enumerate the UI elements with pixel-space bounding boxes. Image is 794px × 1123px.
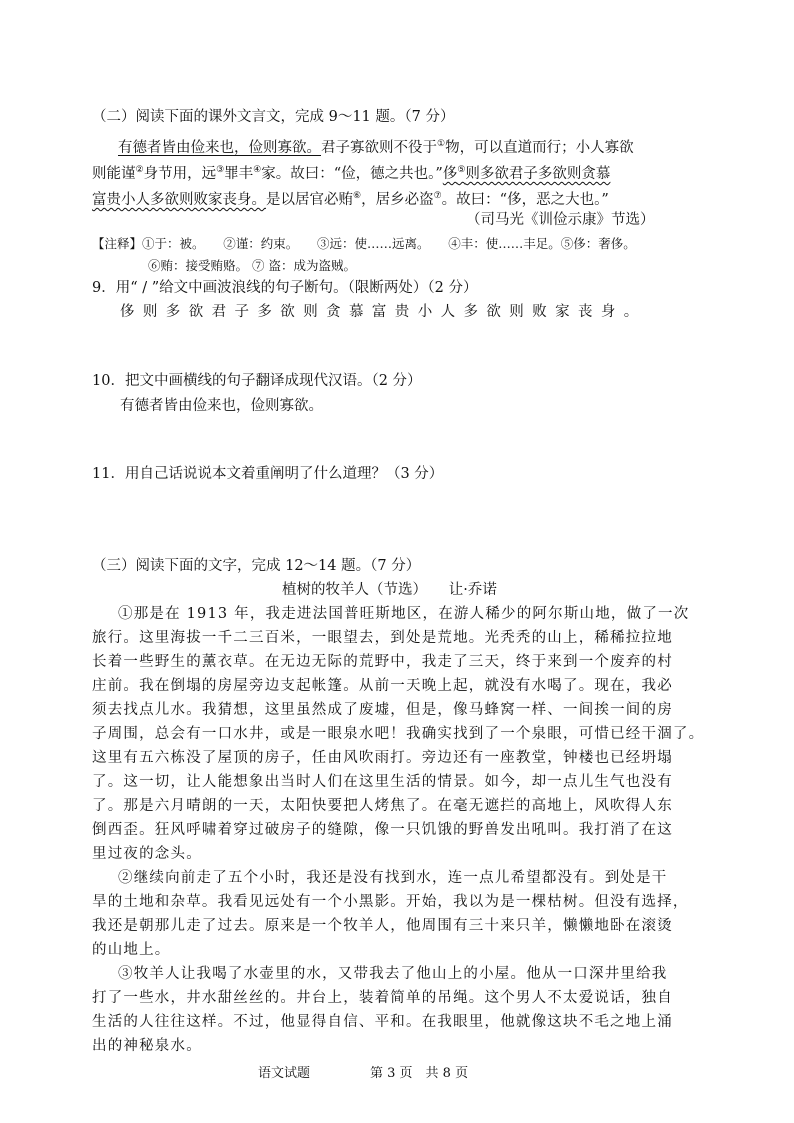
article-line: 生活的人往往这样。不过，他显得自信、平和。在我眼里，他就像这块不毛之地上涌 [92,1014,673,1030]
passage-line-2 [92,160,610,184]
footer-page-number: 第 3 页 共 8 页 [370,1066,469,1081]
question-9-prompt: 9．用“ / ”给文中画波浪线的句子断句。（限断两处）（2 分） [92,280,478,296]
article-line: 了。这一切，让人能想象出当时人们在这里生活的情景。如今，却一点儿生气也没有 [92,774,673,790]
section-heading-2: （二）阅读下面的课外文言文，完成 9～11 题。（7 分） [92,109,455,125]
passage-text: 则多欲君子多欲则贪慕 [465,165,611,182]
question-10-prompt: 10．把文中画横线的句子翻译成现代汉语。（2 分） [92,373,422,389]
article-line: ①那是在 1913 年，我走进法国普旺斯地区，在游人稀少的阿尔斯山地，做了一次 [118,606,690,622]
passage-text: 侈 [442,165,458,182]
passage-line-3 [92,186,609,210]
passage-line-1 [118,134,634,158]
question-11-prompt: 11．用自己话说说本文着重阐明了什么道理？（3 分） [92,466,444,482]
article-line: 打了一些水，井水甜丝丝的。井台上，装着简单的吊绳。这个男人不太爱说话，独自 [92,990,673,1006]
article-line: ②继续向前走了五个小时，我还是没有找到水，连一点儿希望都没有。到处是干 [118,870,668,886]
notes-line-1 [92,234,636,254]
article-line: 旅行。这里海拔一千二三百米，一眼望去，到处是荒地。光秃秃的山上，稀稀拉拉地 [92,630,673,646]
footnote-marker: ⑥ [353,191,362,201]
passage-text: 是以居官必贿 [266,191,353,208]
notes-line-2: ⑥贿：接受贿赂。 ⑦ 盗：成为盗贼。 [148,258,356,273]
article-line: 长着一些野生的薰衣草。在无边无际的荒野中，我走了三天，终于来到一个废弃的村 [92,654,673,670]
footnote-marker: ④ [253,165,262,175]
article-line: 旱的土地和杂草。我看见远处有一个小黑影。开始，我以为是一棵枯树。但没有选择， [92,894,689,910]
passage-text: 罪丰 [224,165,254,182]
footnote-marker: ⑦ [433,191,442,201]
article-line: 倒西歪。狂风呼啸着穿过破房子的缝隙，像一只饥饿的野兽发出吼叫。我打消了在这 [92,822,673,838]
passage-text: 物，可以直道而行；小人寡欲 [445,139,634,156]
footnote-marker: ③ [216,165,225,175]
footnote-marker: ⑤ [457,165,466,175]
footnote-marker: ① [437,139,446,149]
article-line: 须去找点儿水。我猜想，这里虽然成了废墟，但是，像马蜂窝一样、一间挨一间的房 [92,702,673,718]
article-line: 这里有五六栋没了屋顶的房子，任由风吹雨打。旁边还有一座教堂，钟楼也已经坍塌 [92,750,673,766]
article-line: 里过夜的念头。 [92,846,202,862]
article-line: ③牧羊人让我喝了水壶里的水，又带我去了他山上的小屋。他从一口深井里给我 [118,966,668,982]
wavy-sentence-part-1 [443,166,611,182]
passage-text: 家。故曰：“俭，德之共也。” [261,165,443,182]
question-9-sentence: 侈则多欲君子多欲则贪慕富贵小人多欲则败家丧身。 [120,304,647,320]
notes-text: ①于：被。 ②谨：约束。 ③远：使……远离。 ④丰：使……丰足。⑤侈：奢侈。 [142,236,636,251]
article-line: 的山地上。 [92,942,171,958]
wavy-sentence-part-2: 富贵小人多欲则败家丧身。 [92,191,266,208]
question-10-sentence: 有德者皆由俭来也，俭则寡欲。 [120,398,323,414]
passage-source: （司马光《训俭示康》节选） [466,212,655,228]
passage-text: 身节用，远 [143,165,217,182]
article-line: 我还是朝那儿走了过去。原来是一个牧羊人，他周围有三十来只羊，懒懒地卧在滚烫 [92,918,673,934]
article-line: 出的神秘泉水。 [92,1038,202,1054]
underlined-sentence: 有德者皆由俭来也，俭则寡欲。 [118,139,321,156]
passage-text: 君子寡欲则不役于 [321,139,437,156]
notes-label: 【注释】 [92,236,143,251]
article-line: 了。那是六月晴朗的一天，太阳快要把人烤焦了。在毫无遮拦的高地上，风吹得人东 [92,798,673,814]
article-line: 子周围，总会有一口水井，或是一眼泉水吧！我确实找到了一个泉眼，可惜已经干涸了。 [92,726,705,742]
footer-subject: 语文试题 [258,1066,311,1081]
footnote-marker: ② [135,165,144,175]
article-line: 庄前。我在倒塌的房屋旁边支起帐篷。从前一天晚上起，就没有水喝了。现在，我必 [92,678,673,694]
passage-text: 则能谨 [92,165,136,182]
passage-text: 。故曰：“侈，恶之大也。” [441,191,609,208]
article-title: 植树的牧羊人（节选） 让·乔诺 [282,582,497,598]
passage-text: ，居乡必盗 [361,191,434,208]
section-heading-3: （三）阅读下面的文字，完成 12～14 题。（7 分） [92,558,421,574]
